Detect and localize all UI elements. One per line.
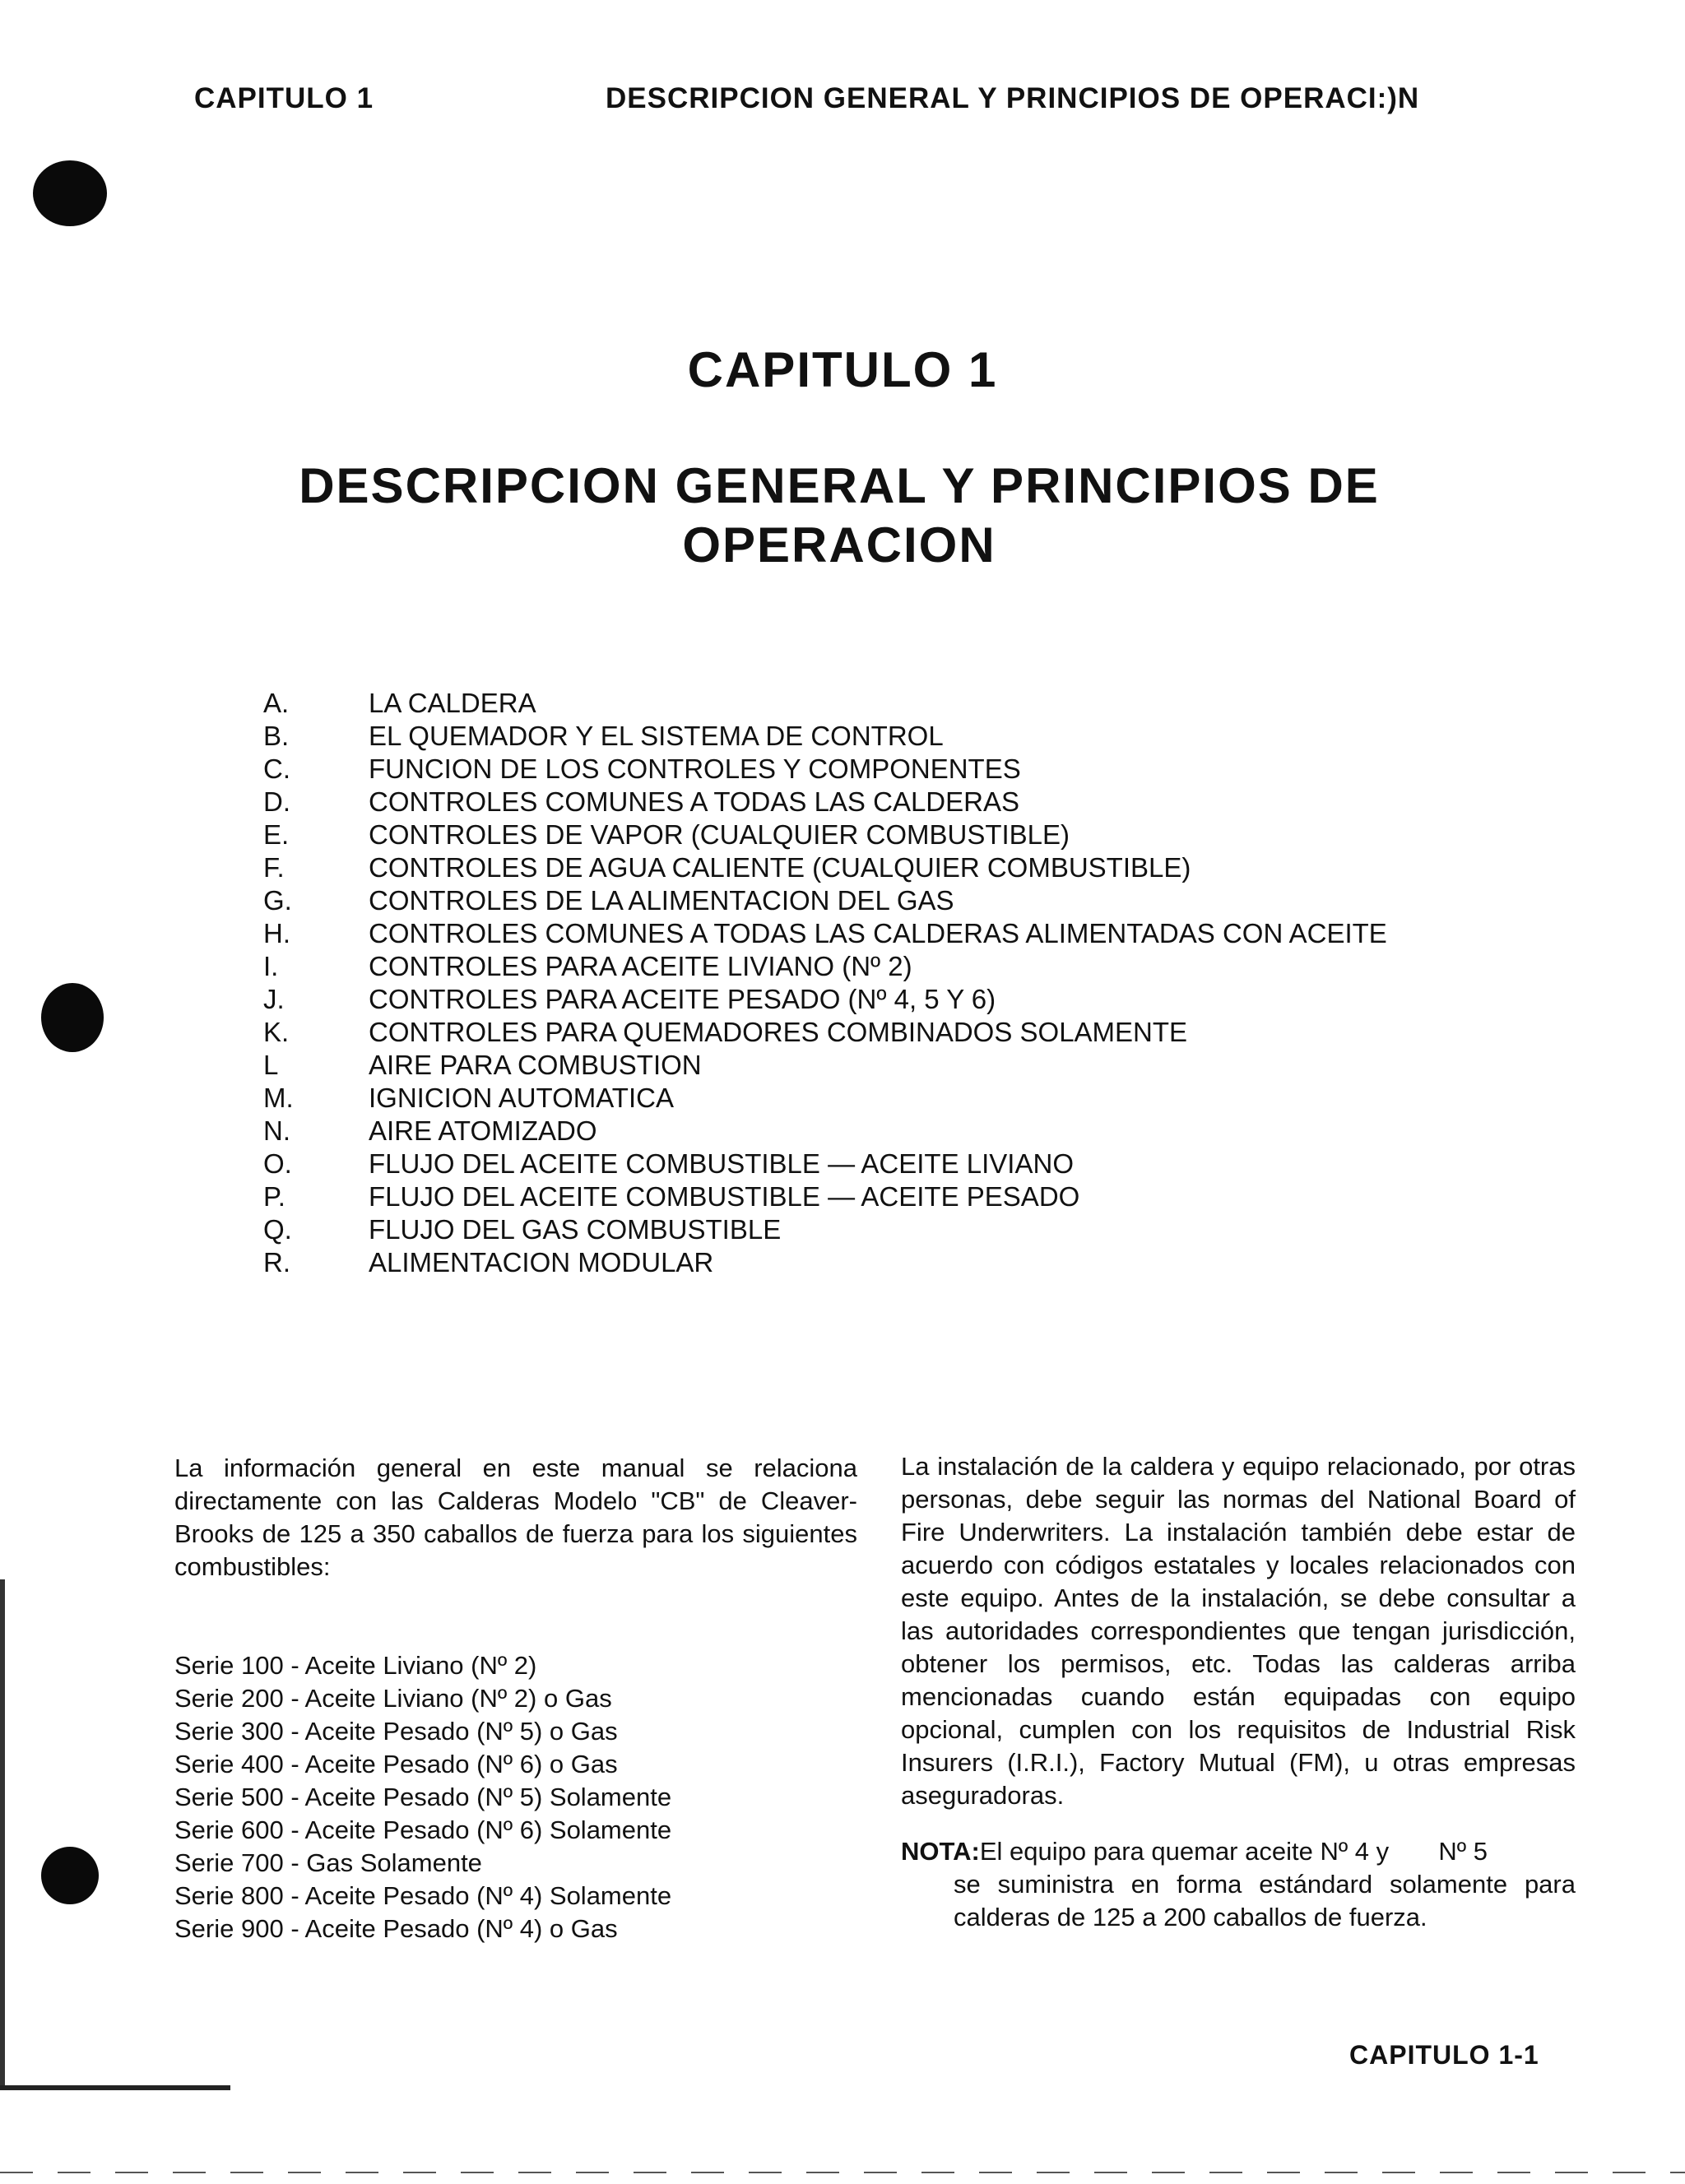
toc-letter: O.: [263, 1148, 292, 1179]
toc-text: CONTROLES DE LA ALIMENTACION DEL GAS: [369, 885, 954, 916]
toc-item: [263, 818, 1497, 851]
toc-letter: Q.: [263, 1214, 292, 1245]
toc-item: [263, 917, 1497, 950]
toc-text: CONTROLES DE VAPOR (CUALQUIER COMBUSTIBLE): [369, 819, 1070, 850]
toc-letter: G.: [263, 885, 292, 916]
right-column: [901, 1450, 1576, 1934]
running-header: [0, 82, 1685, 123]
toc-text: AIRE PARA COMBUSTION: [369, 1050, 702, 1080]
toc-item: [263, 753, 1497, 786]
scan-dashed-line: [0, 2172, 1685, 2173]
toc-text: CONTROLES COMUNES A TODAS LAS CALDERAS ALIMENTADAS CON ACEITE: [369, 918, 1387, 948]
toc-letter: A.: [263, 688, 290, 718]
nota-label: NOTA:: [901, 1837, 980, 1866]
series-item: Serie 500 - Aceite Pesado (Nº 5) Solamente: [174, 1783, 672, 1811]
toc-text: FUNCION DE LOS CONTROLES Y COMPONENTES: [369, 754, 1021, 784]
toc-text: CONTROLES PARA ACEITE LIVIANO (Nº 2): [369, 951, 912, 981]
toc-letter: L: [263, 1050, 279, 1080]
toc-item: [263, 1016, 1497, 1049]
running-header-title: DESCRIPCION GENERAL Y PRINCIPIOS DE OPERACI:)N: [606, 82, 1420, 114]
running-header-chapter: CAPITULO 1: [194, 82, 374, 114]
punch-hole-middle: [41, 983, 104, 1052]
toc-item: [263, 950, 1497, 983]
toc-letter: M.: [263, 1083, 294, 1113]
table-of-contents: [263, 687, 1497, 1279]
toc-letter: E.: [263, 819, 290, 850]
series-item: Serie 700 - Gas Solamente: [174, 1848, 482, 1877]
nota-block: [901, 1835, 1576, 1934]
toc-item: [263, 720, 1497, 753]
toc-text: LA CALDERA: [369, 688, 536, 718]
toc-letter: K.: [263, 1017, 290, 1047]
toc-text: FLUJO DEL ACEITE COMBUSTIBLE — ACEITE PESADO: [369, 1181, 1080, 1212]
toc-item: [263, 983, 1497, 1016]
toc-item: [263, 1246, 1497, 1279]
toc-text: IGNICION AUTOMATICA: [369, 1083, 674, 1113]
punch-hole-bottom: [41, 1847, 99, 1904]
nota-first-line: El equipo para quemar aceite Nº 4 y Nº 5: [979, 1837, 1488, 1866]
toc-text: CONTROLES PARA QUEMADORES COMBINADOS SOLAMENTE: [369, 1017, 1188, 1047]
series-item: Serie 800 - Aceite Pesado (Nº 4) Solamente: [174, 1881, 672, 1910]
intro-paragraph: La información general en este manual se relaciona directamente con las Calderas Modelo "CB" de Cleaver-Brooks de 125 a 350 caballos de fuerza para los siguientes combustibles:: [174, 1454, 857, 1581]
installation-paragraph: La instalación de la caldera y equipo relacionado, por otras personas, debe seguir las normas del National Board of Fire Underwriters. La instalación también debe estar de acuerdo con códigos estatales y locales relacionados con este equipo. Antes de la instalación, se debe consultar a las autoridades correspondientes que tengan jurisdicción, obtener los permisos, etc. Todas las calderas arriba mencionadas cuando están equipadas con equipo opcional, cumplen con los requisitos de Industrial Risk Insurers (I.R.I.), Factory Mutual (FM), u otras empresas aseguradoras.: [901, 1452, 1576, 1810]
toc-item: [263, 1115, 1497, 1148]
toc-letter: N.: [263, 1115, 290, 1146]
toc-text: CONTROLES COMUNES A TODAS LAS CALDERAS: [369, 786, 1020, 817]
series-item: Serie 100 - Aceite Liviano (Nº 2): [174, 1651, 537, 1680]
toc-text: ALIMENTACION MODULAR: [369, 1247, 714, 1277]
page-footer: CAPITULO 1-1: [1349, 2040, 1539, 2070]
toc-item: [263, 1180, 1497, 1213]
toc-letter: I.: [263, 951, 279, 981]
nota-body: se suministra en forma estándard solamente para calderas de 125 a 200 caballos de fuerza.: [954, 1870, 1576, 1931]
series-item: Serie 200 - Aceite Liviano (Nº 2) o Gas: [174, 1684, 612, 1713]
toc-item: [263, 851, 1497, 884]
punch-hole-top: [33, 160, 107, 226]
scan-edge-mark: [0, 1579, 5, 2089]
toc-letter: C.: [263, 754, 290, 784]
scan-bottom-mark: [0, 2085, 230, 2090]
toc-text: CONTROLES PARA ACEITE PESADO (Nº 4, 5 Y 6): [369, 984, 996, 1014]
toc-item: [263, 786, 1497, 818]
toc-text: FLUJO DEL ACEITE COMBUSTIBLE — ACEITE LIVIANO: [369, 1148, 1074, 1179]
toc-text: EL QUEMADOR Y EL SISTEMA DE CONTROL: [369, 721, 944, 751]
toc-letter: D.: [263, 786, 290, 817]
toc-letter: P.: [263, 1181, 285, 1212]
toc-text: CONTROLES DE AGUA CALIENTE (CUALQUIER COMBUSTIBLE): [369, 852, 1191, 883]
toc-item: [263, 687, 1497, 720]
toc-text: AIRE ATOMIZADO: [369, 1115, 597, 1146]
chapter-title: DESCRIPCION GENERAL Y PRINCIPIOS DE OPERACION: [299, 458, 1380, 573]
series-item: Serie 400 - Aceite Pesado (Nº 6) o Gas: [174, 1750, 618, 1778]
toc-letter: H.: [263, 918, 290, 948]
toc-letter: B.: [263, 721, 290, 751]
toc-item: [263, 1049, 1497, 1082]
toc-item: [263, 1213, 1497, 1246]
toc-item: [263, 1148, 1497, 1180]
chapter-heading: CAPITULO 1: [687, 342, 998, 397]
toc-text: FLUJO DEL GAS COMBUSTIBLE: [369, 1214, 782, 1245]
toc-letter: F.: [263, 852, 285, 883]
toc-letter: R.: [263, 1247, 290, 1277]
toc-item: [263, 884, 1497, 917]
series-item: Serie 300 - Aceite Pesado (Nº 5) o Gas: [174, 1717, 618, 1746]
series-item: Serie 600 - Aceite Pesado (Nº 6) Solamente: [174, 1815, 672, 1844]
series-item: Serie 900 - Aceite Pesado (Nº 4) o Gas: [174, 1914, 618, 1943]
series-list: [174, 1649, 857, 1945]
left-column: [174, 1452, 857, 1945]
toc-letter: J.: [263, 984, 285, 1014]
toc-item: [263, 1082, 1497, 1115]
